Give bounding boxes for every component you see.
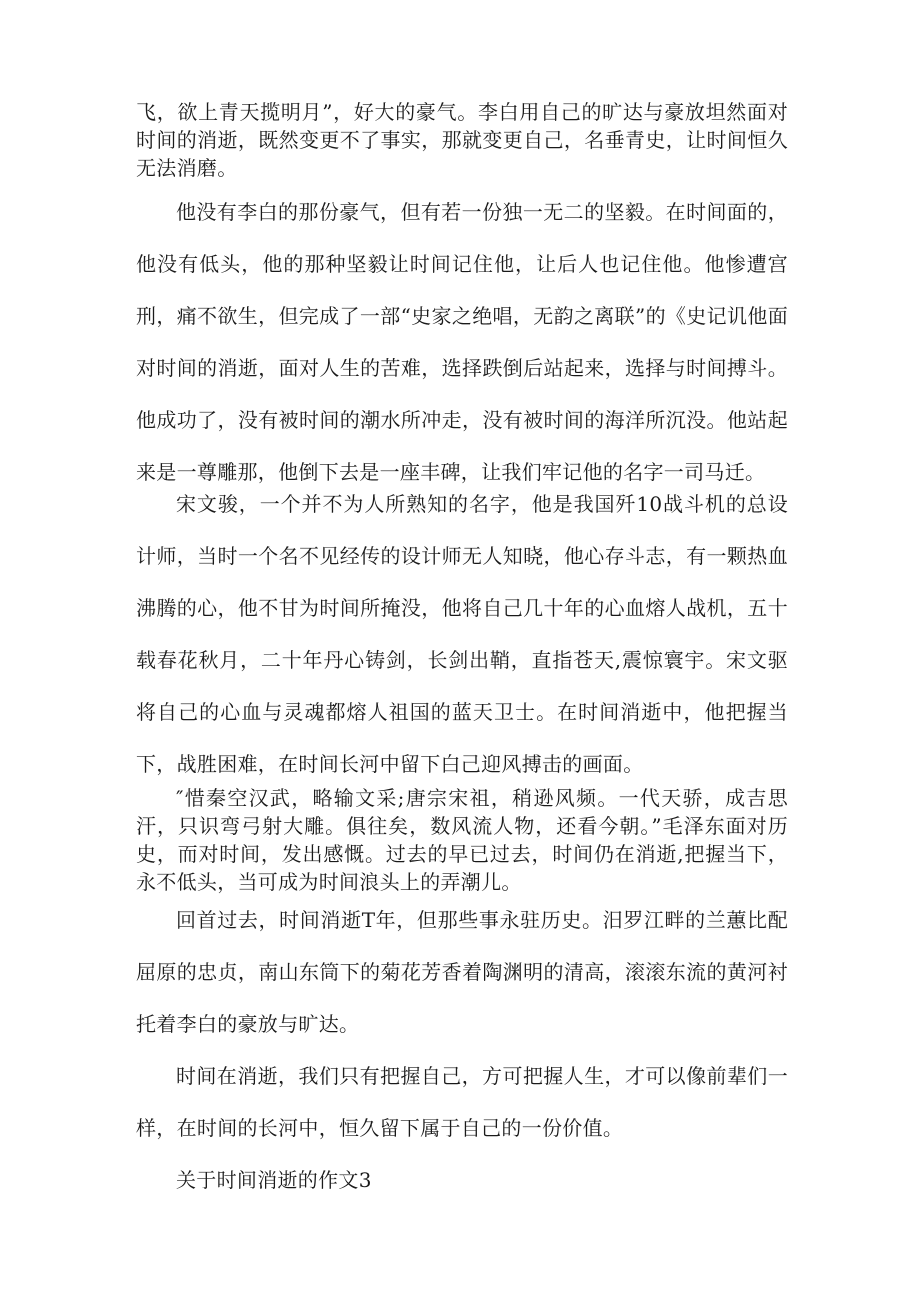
paragraph-sima-qian: 他没有李白的那份豪气，但有若一份独一无二的坚毅。在时间面的，他没有低头，他的那种坚毅让时间记住他，让后人也记住他。他惨遭宫刑，痛不欲生，但完成了一部“史家之绝唱，无韵之离联”的《史记讥他面对时间的消逝，面对人生的苦难，选择跌倒后站起来，选择与时间搏斗。他成功了，没有被时间的潮水所冲走，没有被时间的海洋所沉没。他站起来是一尊雕那，他倒下去是一座丰碑，让我们牢记他的名字一司马迁。 bbox=[136, 200, 788, 484]
paragraph-looking-back: 回首过去，时间消逝T年，但那些事永驻历史。汨罗江畔的兰蕙比配屈原的忠贞，南山东筒下的菊花芳香着陶渊明的清高，滚滚东流的黄河衬托着李白的豪放与旷达。 bbox=[136, 908, 788, 1036]
paragraph-li-bai-ending: 飞，欲上青天揽明月”，好大的豪气。李白用自己的旷达与豪放坦然面对时间的消逝，既然变更不了事实，那就变更自己，名垂青史，让时间恒久无法消磨。 bbox=[136, 100, 788, 180]
section-heading-essay-3: 关于时间消逝的作文3 bbox=[176, 1168, 372, 1192]
paragraph-song-wenjun: 宋文骏，一个并不为人所熟知的名字，他是我国歼10战斗机的总设计师，当时一个名不见经传的设计师无人知晓，他心存斗志，有一颗热血沸腾的心，他不甘为时间所掩没，他将自己几十年的心血熔人战机，五十载春花秋月，二十年丹心铸剑，长剑出鞘，直指苍天,震惊寰宇。宋文驱将自己的心血与灵魂都熔人祖国的蓝天卫士。在时间消逝中，他把握当下，战胜困难，在时间长河中留下白己迎风搏击的画面。 bbox=[136, 492, 788, 776]
paragraph-mao-zedong-poem: ″惜秦空汉武，略输文采;唐宗宋祖，稍逊风频。一代天骄，成吉思汗，只识弯弓射大雕。俱往矣，数风流人物，还看今朝。”毛泽东面对历史，而对时间，发出感慨。过去的早已过去，时间仍在消逝,把握当下，永不低头，当可成为时间浪头上的弄潮儿。 bbox=[136, 786, 788, 894]
paragraph-conclusion: 时间在消逝，我们只有把握自己，方可把握人生，才可以像前辈们一样，在时间的长河中，恒久留下属于自己的一份价值。 bbox=[136, 1064, 788, 1140]
